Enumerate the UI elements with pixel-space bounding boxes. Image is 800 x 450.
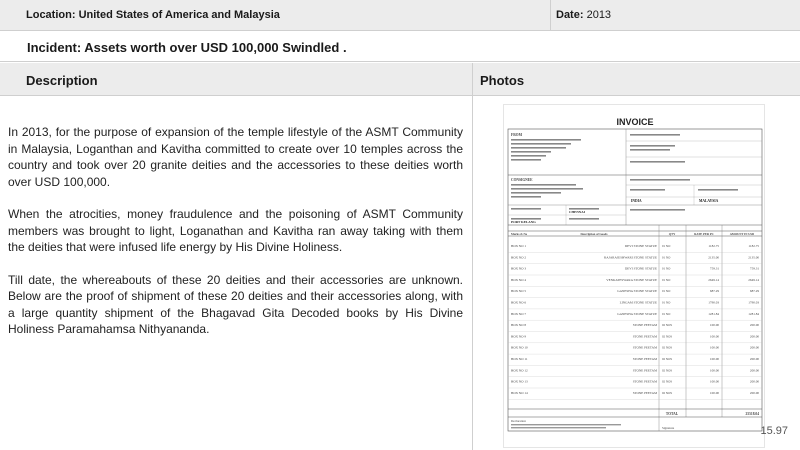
invoice-item-desc: DEVI STONE STATUE [624, 244, 657, 248]
port-discharge: PORT KELANG [511, 220, 536, 224]
invoice-item-desc: STONE PEETAM [632, 368, 657, 373]
invoice-item-rate: 2135.00 [708, 255, 719, 260]
location-value: United States of America and Malaysia [78, 9, 280, 21]
invoice-item-rate: 100.00 [709, 334, 719, 339]
invoice-item-desc: VENKATESWARA STONE STATUE [606, 277, 657, 282]
date-value: 2013 [586, 9, 612, 21]
invoice-item-qty: 01 NO [662, 300, 671, 305]
invoice-item-amount: 200.00 [749, 379, 759, 384]
invoice-item-desc: LINGAM STONE STATUE [619, 300, 657, 305]
invoice-row [508, 357, 762, 365]
invoice-box-no: BOX NO 9 [511, 334, 527, 339]
invoice-item-qty: 01 NO [662, 244, 671, 248]
invoice-item-desc: STONE PEETAM [632, 357, 657, 361]
invoice-box-no: BOX NO 3 [511, 266, 527, 271]
invoice-box-no: BOX NO 7 [511, 311, 527, 316]
invoice-item-rate: 100.00 [709, 379, 719, 384]
invoice-row [508, 255, 762, 263]
from-address-lines [511, 134, 685, 163]
invoice-box-no: BOX NO 12 [511, 368, 528, 373]
invoice-item-rate: 759.31 [709, 266, 719, 271]
country-destination: MALAYSIA [699, 199, 719, 203]
invoice-item-qty: 02 NOS [662, 390, 673, 395]
invoice-title: INVOICE [616, 117, 654, 127]
total-label: TOTAL [665, 412, 679, 416]
invoice-item-amount: 1182.75 [748, 244, 759, 248]
invoice-row [508, 368, 762, 376]
invoice-item-qty: 01 NO [662, 311, 671, 316]
invoice-item-amount: 200.00 [749, 323, 759, 328]
invoice-row [508, 391, 762, 399]
invoice-row [508, 323, 762, 331]
invoice-box-no: BOX NO 8 [511, 323, 527, 328]
invoice-column-header: Description of Goods [580, 231, 608, 236]
location-label: Location: [26, 9, 76, 21]
incident-title: Incident: Assets worth over USD 100,000 Swindled . [0, 32, 800, 62]
invoice-item-rate: 100.00 [709, 345, 719, 350]
invoice-row [508, 244, 762, 252]
declaration-label: Declaration [511, 419, 526, 423]
description-paragraph: When the atrocities, money fraudulence and the poisoning of ASMT Community members was brought to light, Loganathan and Kavitha ran away taking with them the deities that were infused life energy by His Divine Holiness. [8, 207, 463, 254]
invoice-item-qty: 02 NOS [662, 379, 673, 384]
invoice-item-desc: RAJARAJESHWARI STONE STATUE [604, 255, 657, 260]
description-paragraph: In 2013, for the purpose of expansion of the temple lifestyle of the ASMT Community in Malaysia, Loganthan and Kavitha committed to create over 10 temples across the country and took over 20 granite deities and the accessories to these deities worth over USD 100,000. [8, 125, 463, 189]
invoice-document-image [504, 105, 766, 449]
invoice-box-no: BOX NO 11 [511, 357, 528, 361]
invoice-item-desc: STONE PEETAM [632, 334, 657, 339]
invoice-row [508, 278, 762, 286]
invoice-rows [508, 244, 762, 399]
total-value: 25518.04 [745, 412, 759, 416]
description-header: Description [0, 63, 473, 96]
invoice-item-desc: DEVI STONE STATUE [624, 266, 657, 271]
invoice-item-amount: 200.00 [749, 357, 759, 361]
invoice-box-no: BOX NO 2 [511, 255, 527, 260]
invoice-box-no: BOX NO 1 [511, 244, 527, 248]
invoice-row [508, 267, 762, 275]
invoice-item-amount: 2649.14 [748, 277, 759, 282]
invoice-item-qty: 01 NO [662, 289, 671, 294]
invoice-item-rate: 1182.75 [708, 244, 719, 248]
invoice-item-desc: STONE PEETAM [632, 345, 657, 350]
invoice-row [508, 289, 762, 297]
invoice-row [508, 312, 762, 320]
invoice-box-no: BOX NO 13 [511, 379, 528, 384]
invoice-row [508, 380, 762, 388]
invoice-item-rate: 100.00 [709, 390, 719, 395]
invoice-item-desc: GANESHA STONE STATUE [617, 289, 657, 294]
invoice-item-desc: STONE PEETAM [632, 379, 657, 384]
invoice-item-amount: 1790.03 [748, 300, 759, 305]
invoice-box-no: BOX NO 14 [511, 390, 528, 395]
photos-header: Photos [480, 73, 525, 88]
invoice-item-rate: 2649.14 [708, 277, 719, 282]
page-number: 15.97 [760, 425, 788, 437]
invoice-box-no: BOX NO 10 [511, 345, 528, 350]
column-divider [472, 96, 473, 450]
invoice-item-qty: 01 NO [662, 255, 671, 260]
invoice-column-header: RATE PER PC [694, 231, 714, 236]
column-header-row [0, 63, 800, 96]
description-paragraph: Till date, the whereabouts of these 20 deities and their accessories are unknown. Below are the proof of shipment of these 20 deities and their accessories along, with a large quantity shipment of the Bhagavad Gita Decoded books by His Divine Holiness Paramahamsa Nithyananda. [8, 272, 463, 336]
invoice-item-rate: 1281.84 [708, 311, 719, 316]
invoice-item-rate: 100.00 [709, 357, 719, 361]
country-origin: INDIA [631, 199, 642, 203]
invoice-item-rate: 100.00 [709, 368, 719, 373]
location-cell [0, 0, 551, 31]
invoice-item-qty: 02 NOS [662, 368, 673, 373]
invoice-box-no: BOX NO 4 [511, 277, 527, 282]
date-cell [551, 0, 800, 30]
signature-label: Signature [662, 426, 675, 430]
header-row [0, 0, 800, 31]
invoice-item-desc: GANESHA STONE STATUE [617, 311, 657, 316]
invoice-item-amount: 200.00 [749, 334, 759, 339]
invoice-item-amount: 687.29 [749, 289, 759, 294]
port-loading: CHENNAI [569, 210, 586, 214]
invoice-box-no: BOX NO 5 [511, 289, 527, 294]
invoice-column-headers [511, 232, 755, 236]
invoice-item-qty: 02 NOS [662, 334, 673, 339]
invoice-photo [503, 104, 765, 448]
invoice-row [508, 334, 762, 342]
invoice-column-header: AMOUNT IN USD [729, 231, 755, 236]
invoice-item-amount: 1281.84 [748, 311, 759, 316]
invoice-item-amount: 200.00 [749, 345, 759, 350]
invoice-box-no: BOX NO 6 [511, 300, 527, 305]
invoice-item-qty: 02 NOS [662, 345, 673, 350]
description-body [8, 124, 463, 354]
invoice-item-qty: 02 NOS [662, 323, 673, 328]
invoice-item-rate: 1790.03 [708, 300, 719, 305]
invoice-row [508, 301, 762, 309]
invoice-row [508, 346, 762, 354]
invoice-item-amount: 759.31 [749, 266, 759, 271]
invoice-item-desc: STONE PEETAM [632, 390, 657, 395]
invoice-item-amount: 200.00 [749, 390, 759, 395]
invoice-item-qty: 01 NO [662, 266, 671, 271]
invoice-item-qty: 01 NO [662, 277, 671, 282]
invoice-item-rate: 687.29 [709, 289, 719, 294]
consignee-label: CONSIGNEE [511, 178, 533, 182]
invoice-item-qty: 02 NOS [662, 357, 673, 361]
invoice-item-desc: STONE PEETAM [632, 323, 657, 328]
invoice-item-amount: 200.00 [749, 368, 759, 373]
date-label: Date: [556, 9, 584, 21]
from-label: FROM [511, 133, 522, 137]
invoice-column-header: QTY [668, 231, 676, 236]
invoice-item-rate: 100.00 [709, 323, 719, 328]
invoice-item-amount: 2135.00 [748, 255, 759, 260]
invoice-column-header: Marks & No [511, 231, 528, 236]
